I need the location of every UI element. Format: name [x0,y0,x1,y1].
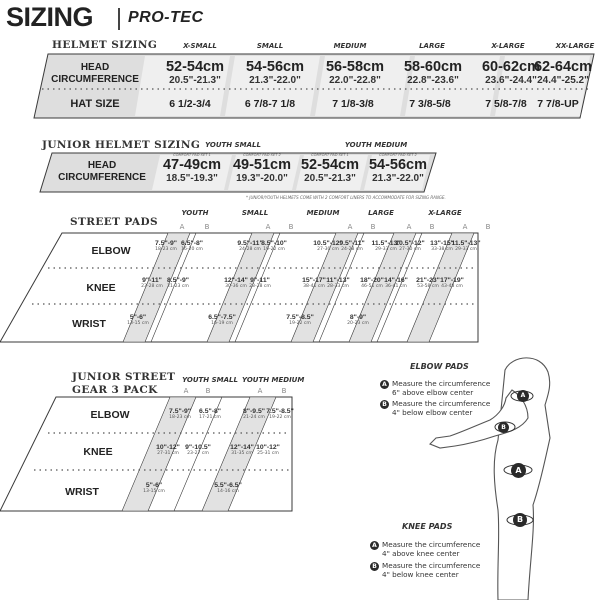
cell-cm: 17-21 cm [199,415,221,420]
cell-inches: 13"-15" [430,240,454,247]
junior-street-youth-small: YOUTH SMALL [182,376,238,384]
diagram-knee-a-marker: A [511,463,526,478]
page-title: SIZING [6,2,94,32]
cell-inches: 9.5"-11" [339,240,365,247]
cell-cm: 27-31 cm [157,451,179,456]
cell-cm: 29-33 cm [375,247,397,252]
hat-xs: 6 1/2-3/4 [169,98,211,110]
street-cell [202,314,242,326]
junior-size-youth-small: YOUTH SMALL [205,141,261,149]
junior-helmet-note: * JUNIOR/YOUTH HELMETS COME WITH 2 COMFORT LINERS TO ACCOMMODATE FOR SIZING RANGE. [246,195,446,200]
junior-head-label: HEAD CIRCUMFERENCE [58,160,146,183]
street-size-youth: YOUTH [181,209,209,217]
cell-cm: 27-30 cm [317,247,339,252]
junior-street-cell [248,444,288,456]
cell-cm: 18-23 cm [169,415,191,420]
hat-s: 6 7/8-7 1/8 [244,98,296,110]
junior-street-cell [260,408,300,420]
helmet-head-label: HEAD CIRCUMFERENCE [51,62,139,85]
diagram-elbow-a-marker: A [517,390,529,402]
junior-ab-2: A [257,387,263,395]
hat-m: 7 1/8-3/8 [332,98,374,110]
street-ab-8: A [462,223,468,231]
cell-inches: 15"-17" [302,277,326,284]
street-cell [158,277,198,289]
street-cell [432,277,472,289]
cell-inches: 5.5"-6.5" [214,482,242,489]
street-row-knee: KNEE [86,282,116,294]
cell-inches: 5"-6" [129,314,147,321]
junior-street-cell [208,482,248,494]
street-cell [280,314,320,326]
cell-cm: 16-20 cm [181,247,203,252]
cell-inches: 9"-10.5" [185,444,211,451]
cell-cm: 31-35 cm [231,451,253,456]
cell-inches: 8"-9" [349,314,367,321]
diagram-elbow-b-marker: B [498,422,509,433]
cell-inches: 21"-23" [416,277,440,284]
cell-inches: 10.5"-12" [395,240,425,247]
cell-inches: 11.5"-13" [451,240,481,247]
cell-cm: 16-19 cm [211,321,233,326]
knee-legend-a: Measure the circumference 4" above knee center [382,540,481,558]
cell-cm: 23-28 cm [249,284,271,289]
cell-cm: 30-36 cm [225,284,247,289]
junior-ab-0: A [183,387,189,395]
cell-inches: 8.5"-10" [261,240,287,247]
street-ab-1: B [204,223,210,231]
street-size-small: SMALL [241,209,269,217]
junior-ab-1: B [205,387,211,395]
helmet-cell-s: 54-56cm 21.3"-22.0" [245,59,305,86]
helmet-cell-l: 58-60cm 22.8"-23.6" [403,59,463,86]
street-cell [338,314,378,326]
street-ab-7: B [429,223,435,231]
cell-inches: 6.5"-8" [199,408,221,415]
junior-row-knee: KNEE [83,446,113,458]
cell-inches: 8.5"-9" [167,277,189,284]
elbow-badge-b: B [380,400,389,409]
cell-cm: 19-22 cm [289,321,311,326]
street-row-elbow: ELBOW [91,245,131,257]
street-ab-0: A [179,223,185,231]
cell-cm: 18-23 cm [155,247,177,252]
street-cell [240,277,280,289]
cell-cm: 28-33 cm [327,284,349,289]
cell-cm: 33-38 cm [431,247,453,252]
street-size-large: LARGE [368,209,394,217]
street-ab-6: A [406,223,412,231]
junior-ab-3: B [281,387,287,395]
cell-inches: 9"-11" [142,277,162,284]
cell-cm: 24-28 cm [341,247,363,252]
helmet-cell-xs: 52-54cm 20.5"-21.3" [165,59,225,86]
cell-inches: 10"-12" [256,444,280,451]
cell-cm: 23-28 cm [141,284,163,289]
junior-street-title: JUNIOR STREET GEAR 3 PACK [72,371,176,396]
street-ab-5: B [370,223,376,231]
cell-inches: 7.5"-8.5" [286,314,314,321]
junior-street-youth-medium: YOUTH MEDIUM [242,376,305,384]
cell-inches: 14"-16" [384,277,408,284]
street-ab-2: A [265,223,271,231]
helmet-size-xl: X-LARGE [491,42,525,50]
helmet-size-xxl: XX-LARGE [555,42,595,50]
hat-size-label: HAT SIZE [70,98,120,110]
helmet-cell-m: 56-58cm 22.0"-22.8" [325,59,385,86]
cell-inches: 12"-14" [224,277,248,284]
junior-cell-4: COMFORT PAD SET 2 54-56cm 21.3"-22.0" [368,153,428,184]
cell-cm: 21-23 cm [167,284,189,289]
cell-inches: 6.5"-8" [181,240,203,247]
cell-cm: 19-22 cm [269,415,291,420]
knee-badge-a: A [370,541,379,550]
helmet-size-s: SMALL [256,42,284,50]
cell-cm: 53-58 cm [417,284,439,289]
helmet-size-xs: X-SMALL [183,42,217,50]
hat-l: 7 3/8-5/8 [409,98,451,110]
junior-size-youth-medium: YOUTH MEDIUM [344,141,408,149]
helmet-size-l: LARGE [419,42,445,50]
cell-inches: 17"-19" [440,277,464,284]
cell-cm: 25-31 cm [257,451,279,456]
junior-street-cell [178,444,218,456]
elbow-badge-a: A [380,380,389,389]
helmet-size-m: MEDIUM [333,42,367,50]
street-ab-3: B [288,223,294,231]
helmet-cell-xxl: 62-64cm 24.4"-25.2" [533,59,593,86]
knee-legend-title: KNEE PADS [402,522,453,531]
knee-legend-b: Measure the circumference 4" below knee center [382,561,481,579]
street-size-xlarge: X-LARGE [428,209,462,217]
cell-inches: 6.5"-7.5" [208,314,236,321]
cell-inches: 8"-9.5" [243,408,265,415]
cell-cm: 43-48 cm [441,284,463,289]
helmet-sizing-title: HELMET SIZING [52,39,158,51]
knee-badge-b: B [370,562,379,571]
street-ab-4: A [347,223,353,231]
diagram-knee-b-marker: B [513,513,527,527]
cell-cm: 36-41 cm [385,284,407,289]
cell-cm: 14-16 cm [217,489,239,494]
hat-xxl: 7 7/8-UP [537,98,579,110]
street-row-wrist: WRIST [72,318,106,330]
junior-street-cell [134,482,174,494]
cell-cm: 38-41 cm [303,284,325,289]
street-cell [446,240,486,252]
cell-cm: 24-28 cm [239,247,261,252]
elbow-legend-b: Measure the circumference 4" below elbow center [392,399,491,417]
cell-inches: 12"-14" [230,444,254,451]
street-cell [172,240,212,252]
street-pads-title: STREET PADS [70,216,158,228]
street-cell [118,314,158,326]
cell-inches: 11"-13" [326,277,350,284]
junior-cell-3: COMFORT PAD SET 1 52-54cm 20.5"-21.3" [300,153,360,184]
hat-xl: 7 5/8-7/8 [485,98,527,110]
street-cell [254,240,294,252]
cell-inches: 10.5"-12" [313,240,343,247]
cell-inches: 7.5"-9" [155,240,177,247]
cell-inches: 9"-11" [250,277,270,284]
junior-cell-2: COMFORT PAD SET 2 49-51cm 19.3"-20.0" [232,153,292,184]
cell-inches: 7.5"-8.5" [266,408,294,415]
junior-helmet-title: JUNIOR HELMET SIZING [42,139,201,151]
cell-cm: 46-51 cm [361,284,383,289]
street-ab-9: B [485,223,491,231]
cell-inches: 9.5"-11" [237,240,263,247]
cell-inches: 18"-20" [360,277,384,284]
cell-cm: 19-22 cm [263,247,285,252]
cell-inches: 10"-12" [156,444,180,451]
street-size-medium: MEDIUM [306,209,340,217]
junior-row-elbow: ELBOW [90,409,130,421]
elbow-legend-a: Measure the circumference 6" above elbow center [392,379,491,397]
cell-cm: 29-33 cm [455,247,477,252]
cell-inches: 5"-6" [145,482,163,489]
cell-cm: 27-30 cm [399,247,421,252]
brand-logo: PRO-TEC [128,9,204,26]
cell-inches: 7.5"-9" [169,408,191,415]
junior-cell-1: COMFORT PAD SET 1 47-49cm 18.5"-19.3" [162,153,222,184]
junior-row-wrist: WRIST [65,486,99,498]
cell-cm: 13-15 cm [143,489,165,494]
cell-cm: 23-27 cm [187,451,209,456]
helmet-cell-xl: 60-62cm 23.6"-24.4" [481,59,541,86]
junior-street-cell [190,408,230,420]
cell-cm: 20-23 cm [347,321,369,326]
cell-cm: 21-24 cm [243,415,265,420]
cell-inches: 11.5"-13" [371,240,401,247]
elbow-legend-title: ELBOW PADS [410,362,469,371]
cell-cm: 13-15 cm [127,321,149,326]
